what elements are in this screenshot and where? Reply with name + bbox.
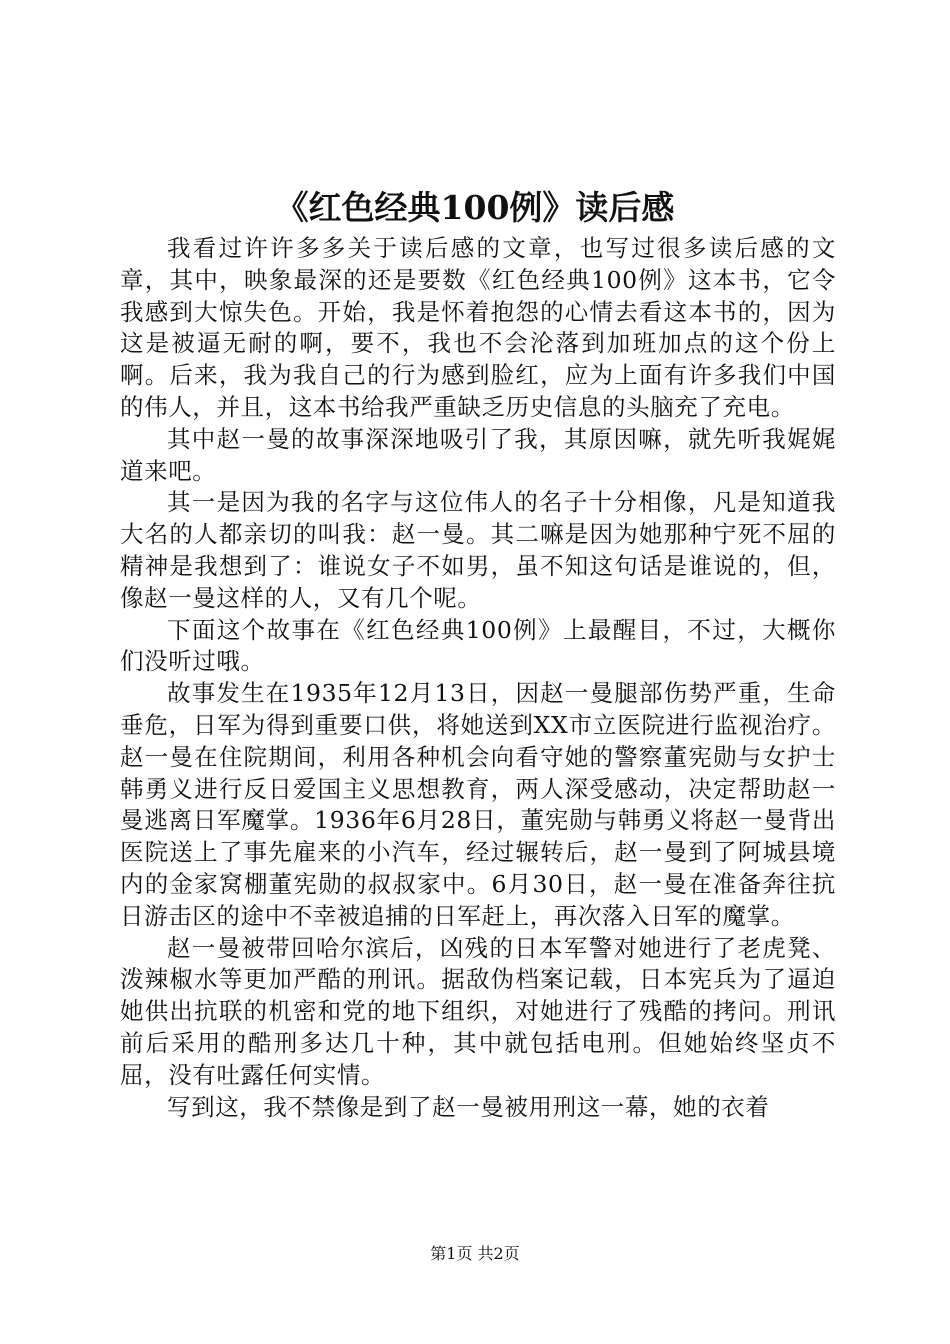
page-footer: 第1页 共2页 <box>430 1244 520 1263</box>
document-body <box>120 233 836 1123</box>
paragraph: 故事发生在1935年12月13日，因赵一曼腿部伤势严重，生命垂危，日军为得到重要口供，将她送到XX市立医院进行监视治疗。赵一曼在住院期间，利用各种机会向看守她的警察董宪勋与女护士韩勇义进行反日爱国主义思想教育，两人深受感动，决定帮助赵一曼逃离日军魔掌。1936年6月28日，董宪勋与韩勇义将赵一曼背出医院送上了事先雇来的小汽车，经过辗转后，赵一曼到了阿城县境内的金家窝棚董宪勋的叔叔家中。6月30日，赵一曼在准备奔往抗日游击区的途中不幸被追捕的日军赶上，再次落入日军的魔掌。 <box>120 679 836 930</box>
paragraph: 写到这，我不禁像是到了赵一曼被用刑这一幕，她的衣着 <box>167 1092 770 1121</box>
paragraph: 赵一曼被带回哈尔滨后，凶残的日本军警对她进行了老虎凳、泼辣椒水等更加严酷的刑讯。据敌伪档案记载，日本宪兵为了逼迫她供出抗联的机密和党的地下组织，对她进行了残酷的拷问。刑讯前后采用的酷刑多达几十种，其中就包括电刑。但她始终坚贞不屈，没有吐露任何实情。 <box>120 933 836 1089</box>
paragraph: 下面这个故事在《红色经典100例》上最醒目，不过，大概你们没听过哦。 <box>120 615 836 676</box>
paragraph: 其中赵一曼的故事深深地吸引了我，其原因嘛，就先听我娓娓道来吧。 <box>120 424 836 485</box>
paragraph: 其一是因为我的名字与这位伟人的名子十分相像，凡是知道我大名的人都亲切的叫我：赵一曼。其二嘛是因为她那种宁死不屈的精神是我想到了：谁说女子不如男，虽不知这句话是谁说的，但，像赵一曼这样的人，又有几个呢。 <box>120 488 836 612</box>
paragraph: 我看过许许多多关于读后感的文章，也写过很多读后感的文章，其中，映象最深的还是要数《红色经典100例》这本书，它令我感到大惊失色。开始，我是怀着抱怨的心情去看这本书的，因为这是被逼无耐的啊，要不，我也不会沦落到加班加点的这个份上啊。后来，我为我自己的行为感到脸红，应为上面有许多我们中国的伟人，并且，这本书给我严重缺乏历史信息的头脑充了充电。 <box>120 234 836 421</box>
document-title: 《红色经典100例》读后感 <box>275 188 675 227</box>
